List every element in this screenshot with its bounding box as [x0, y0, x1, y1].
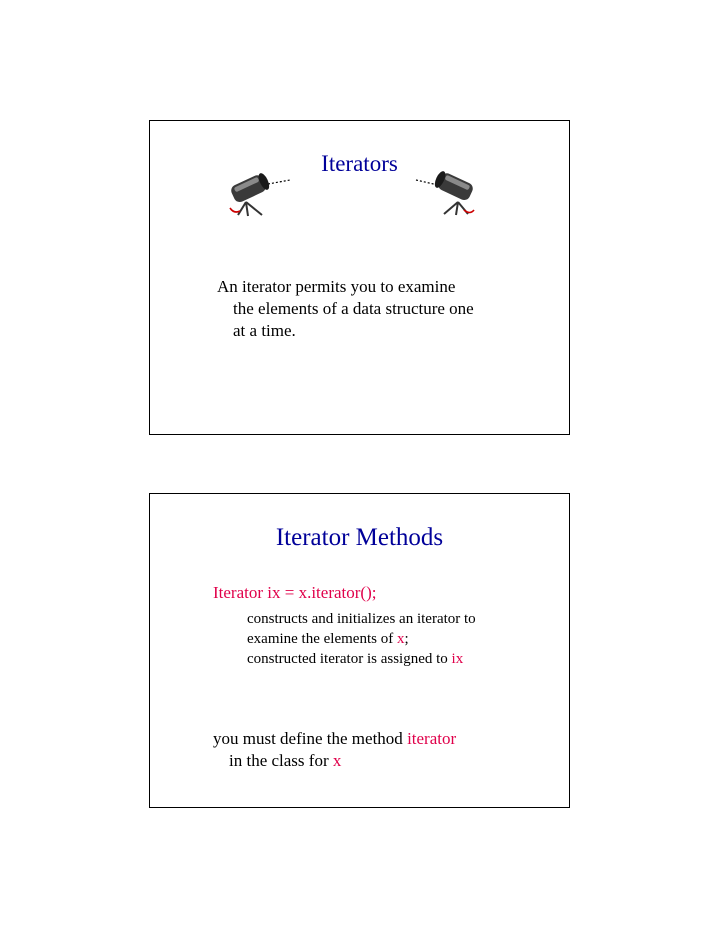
body-line: at a time. [233, 321, 296, 340]
description-text: ; [404, 631, 409, 647]
variable-ix: ix [451, 651, 464, 667]
body-line: the elements of a data structure one [233, 299, 474, 318]
slide-iterator-methods [149, 493, 570, 808]
body-line: An iterator permits you to examine [217, 277, 456, 296]
slide-title: Iterators [321, 151, 398, 176]
description-line [247, 649, 476, 669]
note-line [213, 728, 456, 750]
note-text: in the class for [229, 751, 333, 770]
code-statement: Iterator ix = x.iterator(); [213, 583, 377, 602]
code-description [247, 609, 476, 669]
slide-body [217, 276, 474, 342]
slide-iterators [149, 120, 570, 435]
note-text: you must define the method [213, 729, 408, 748]
variable-x: x [396, 631, 405, 647]
description-text: constructed iterator is assigned to [247, 651, 452, 667]
slide-note [213, 728, 456, 772]
description-line: constructs and initializes an iterator to [247, 611, 476, 627]
spotlight-right-icon [412, 166, 478, 216]
slide-title: Iterator Methods [275, 524, 444, 551]
keyword-iterator: iterator [407, 729, 457, 748]
note-line [213, 750, 456, 772]
variable-x: x [332, 751, 342, 770]
description-text: examine the elements of [247, 631, 397, 647]
description-line [247, 629, 476, 649]
